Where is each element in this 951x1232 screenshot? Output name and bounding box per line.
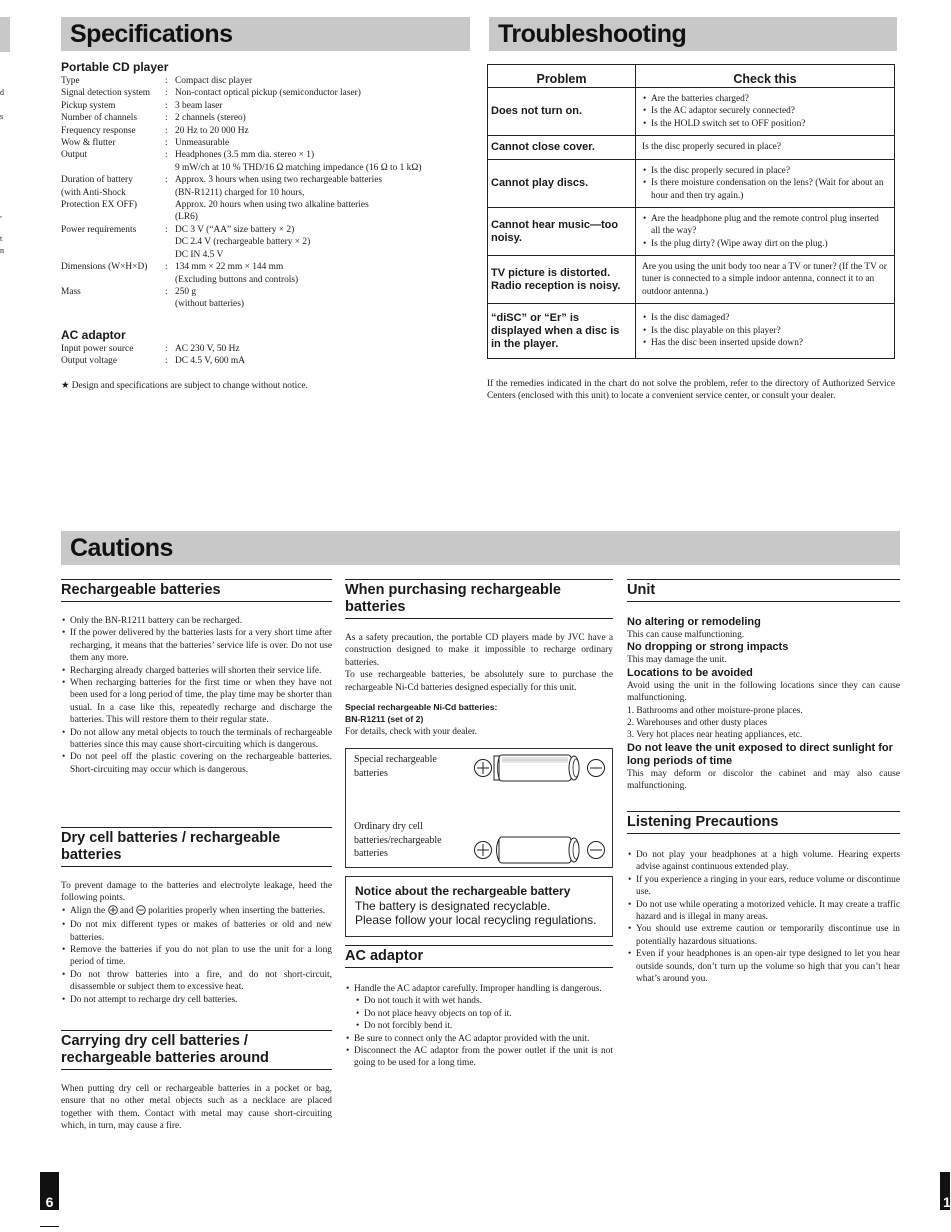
list-item: • If the power delivered by the batteries lasts for a very short time after recharging, it means that the batteries’ service life is over. Do not use them any more. bbox=[61, 627, 332, 664]
spec-label: Signal detection system bbox=[61, 88, 151, 99]
spec-row bbox=[61, 236, 471, 248]
location-item: 1. Bathrooms and other moisture-prone places. bbox=[627, 705, 803, 716]
check-cell bbox=[636, 304, 895, 359]
list-item: • If you experience a ringing in your ears, reduce volume or discontinue use. bbox=[627, 874, 900, 899]
cautions-banner bbox=[61, 531, 900, 565]
spec-label: Frequency response bbox=[61, 125, 136, 136]
unit-heading-sunlight: Do not leave the unit exposed to direct sunlight for long periods of time bbox=[627, 741, 893, 767]
special-battery-caption: Special rechargeable batteries bbox=[354, 754, 437, 779]
ordinary-battery-caption: Ordinary dry cell batteries/rechargeable batteries bbox=[354, 821, 442, 859]
spec-value: DC 3 V (“AA” size battery × 2) bbox=[175, 224, 295, 235]
problem-column-header: Problem bbox=[488, 65, 636, 88]
spec-row bbox=[61, 112, 471, 124]
spec-value: DC 4.5 V, 600 mA bbox=[175, 356, 245, 367]
spec-row bbox=[61, 261, 471, 273]
spec-colon: : bbox=[165, 88, 168, 99]
spec-label: Power requirements bbox=[61, 224, 137, 235]
spec-value: (BN-R1211) charged for 10 hours, bbox=[175, 187, 305, 198]
purchasing-block bbox=[345, 632, 613, 738]
unit-heading-dropping: No dropping or strong impacts bbox=[627, 641, 789, 654]
check-cell bbox=[636, 88, 895, 136]
table-row bbox=[488, 160, 895, 208]
spec-label bbox=[61, 249, 165, 261]
check-cell: Are you using the unit body too near a TV or tuner? (If the TV or tuner is connected to a simple indoor antenna, connect it to an outdoor antenna.) bbox=[636, 256, 895, 304]
specifications-banner bbox=[61, 17, 470, 51]
spec-colon bbox=[165, 187, 175, 199]
spec-row bbox=[61, 125, 471, 137]
spec-value: Headphones (3.5 mm dia. stereo × 1) bbox=[175, 150, 315, 161]
spec-colon: : bbox=[165, 125, 168, 136]
purchasing-title: When purchasing rechargeable batteries bbox=[345, 579, 613, 619]
check-item: • Is the plug dirty? (Wipe away dirt on the plug.) bbox=[642, 238, 888, 250]
dry-cell-title: Dry cell batteries / rechargeable batteries bbox=[61, 827, 332, 867]
spec-row bbox=[61, 249, 471, 261]
check-item: • Has the disc been inserted upside down? bbox=[642, 337, 888, 349]
sub-list-item: • Do not place heavy objects on top of it. bbox=[345, 1008, 613, 1020]
table-row bbox=[488, 256, 895, 304]
spec-colon: : bbox=[165, 113, 168, 124]
recycle-notice-box bbox=[345, 876, 613, 937]
notice-title: Notice about the rechargeable battery bbox=[355, 884, 571, 898]
spec-row bbox=[61, 343, 471, 355]
minus-polarity-icon bbox=[136, 905, 146, 919]
spec-colon bbox=[165, 236, 175, 248]
check-item: • Is the disc damaged? bbox=[642, 312, 888, 324]
problem-cell: Cannot hear music—too noisy. bbox=[488, 208, 636, 256]
spec-label: Mass bbox=[61, 286, 81, 297]
spec-value: (without batteries) bbox=[175, 299, 244, 310]
unit-text-altering: This can cause malfunctioning. bbox=[627, 630, 745, 640]
spec-label bbox=[61, 162, 165, 174]
ac-adaptor-block bbox=[345, 983, 613, 1070]
spec-colon: : bbox=[165, 262, 168, 273]
spec-row bbox=[61, 149, 471, 161]
spec-label bbox=[61, 236, 165, 248]
special-battery-icon bbox=[472, 751, 608, 785]
edge-mark: t bbox=[0, 234, 3, 243]
edge-mark: s bbox=[0, 112, 4, 121]
spec-colon bbox=[165, 298, 175, 310]
table-row bbox=[488, 208, 895, 256]
spec-value: Compact disc player bbox=[175, 76, 253, 86]
purchasing-p1: As a safety precaution, the portable CD players made by JVC have a construction designed to make it impossible to recharge ordinary batteries. bbox=[345, 633, 613, 668]
purchasing-p2: To use rechargeable batteries, be absolutely sure to purchase the rechargeable Ni-Cd batteries designed especially for this unit. bbox=[345, 670, 613, 693]
unit-heading-locations: Locations to be avoided bbox=[627, 666, 753, 679]
list-item: • When recharging batteries for the first time or when they have not been used for a long period of time, the play time may be shorter than usual. In a case like this, repeatedly recharge and discharge the batteries. This will restore them to their regular state. bbox=[61, 677, 332, 727]
list-item: • Handle the AC adaptor carefully. Improper handling is dangerous. bbox=[345, 983, 613, 995]
ac-adaptor-spec-title: AC adaptor bbox=[61, 327, 126, 342]
spec-label: (with Anti-Shock bbox=[61, 187, 126, 198]
troubleshooting-heading: Troubleshooting bbox=[498, 20, 687, 48]
check-item: • Are the headphone plug and the remote control plug inserted all the way? bbox=[642, 213, 888, 238]
spec-colon bbox=[165, 249, 175, 261]
spec-label: Input power source bbox=[61, 343, 134, 354]
unit-text-sunlight: This may deform or discolor the cabinet and may also cause malfunctioning. bbox=[627, 768, 900, 792]
spec-row bbox=[61, 355, 471, 367]
spec-colon bbox=[165, 274, 175, 286]
check-cell bbox=[636, 160, 895, 208]
table-row bbox=[488, 88, 895, 136]
list-item: • Do not throw batteries into a fire, and do not short-circuit, disassemble or subject them to excessive heat. bbox=[61, 969, 332, 994]
notice-line2: Please follow your local recycling regulations. bbox=[355, 913, 597, 927]
ac-spec-table bbox=[61, 343, 471, 368]
check-column-header: Check this bbox=[636, 65, 895, 88]
spec-row bbox=[61, 75, 471, 87]
align-text-and: and bbox=[119, 905, 134, 916]
check-item: • Is the HOLD switch set to OFF position? bbox=[642, 118, 888, 130]
spec-label: Number of channels bbox=[61, 113, 138, 124]
spec-value: Unmeasurable bbox=[175, 138, 230, 149]
align-text-post: polarities properly when inserting the batteries. bbox=[148, 905, 326, 916]
spec-label bbox=[61, 298, 165, 310]
sub-list-item: • Do not touch it with wet hands. bbox=[345, 995, 613, 1007]
list-item: • Do not mix different types or makes of batteries or old and new batteries. bbox=[61, 919, 332, 944]
spec-label bbox=[61, 274, 165, 286]
check-cell: Is the disc properly secured in place? bbox=[636, 136, 895, 160]
spec-label bbox=[61, 211, 165, 223]
next-page-number: 1 bbox=[940, 1172, 950, 1210]
spec-value: Approx. 3 hours when using two rechargeable batteries bbox=[175, 175, 383, 186]
spec-colon: : bbox=[165, 343, 168, 354]
cd-player-title: Portable CD player bbox=[61, 60, 169, 74]
spec-colon bbox=[165, 162, 175, 174]
location-item: 2. Warehouses and other dusty places bbox=[627, 718, 768, 729]
spec-value: 3 beam laser bbox=[175, 100, 223, 111]
check-item: • Is the disc playable on this player? bbox=[642, 325, 888, 337]
page-number: 6 bbox=[40, 1172, 59, 1210]
spec-label: Output bbox=[61, 150, 88, 161]
carrying-title: Carrying dry cell batteries / rechargeable batteries around bbox=[61, 1030, 332, 1070]
spec-label: Wow & flutter bbox=[61, 138, 116, 149]
spec-value: 250 g bbox=[175, 286, 197, 297]
sub-list-item: • Do not forcibly bend it. bbox=[345, 1020, 613, 1032]
spec-row bbox=[61, 211, 471, 223]
spec-row bbox=[61, 137, 471, 149]
spec-label: Output voltage bbox=[61, 356, 117, 367]
spec-label: Dimensions (W×H×D) bbox=[61, 262, 148, 273]
spec-row bbox=[61, 162, 471, 174]
unit-text-dropping: This may damage the unit. bbox=[627, 655, 727, 666]
unit-title: Unit bbox=[627, 579, 900, 602]
spec-value: (LR6) bbox=[175, 212, 198, 223]
spec-value: 20 Hz to 20 000 Hz bbox=[175, 125, 249, 136]
specifications-heading: Specifications bbox=[70, 20, 233, 48]
spec-row bbox=[61, 187, 471, 199]
troubleshooting-banner bbox=[489, 17, 897, 51]
troubleshooting-table bbox=[487, 64, 895, 359]
special-battery-label: Special rechargeable Ni-Cd batteries: bbox=[345, 702, 498, 713]
spec-colon: : bbox=[165, 150, 168, 161]
check-item: • Is there moisture condensation on the lens? (Wait for about an hour and then try again.) bbox=[642, 177, 888, 202]
spec-label: Protection EX OFF) bbox=[61, 200, 138, 211]
problem-cell: Cannot play discs. bbox=[488, 160, 636, 208]
listening-title: Listening Precautions bbox=[627, 811, 900, 834]
list-item: • Recharging already charged batteries will shorten their service life. bbox=[61, 665, 332, 677]
list-item: • Even if your headphones is an open-air type designed to let you hear outside sounds, don’t turn up the volume so high that you can’t hear what’s around you. bbox=[627, 948, 900, 985]
spec-label: Pickup system bbox=[61, 100, 116, 111]
list-item: • Do not use while operating a motorized vehicle. It may create a traffic hazard and is illegal in many areas. bbox=[627, 899, 900, 924]
plus-polarity-icon bbox=[108, 905, 118, 919]
listening-list bbox=[627, 849, 900, 985]
unit-block bbox=[627, 616, 900, 793]
check-item: • Is the AC adaptor securely connected? bbox=[642, 105, 888, 117]
spec-colon: : bbox=[165, 138, 168, 149]
list-item: • You should use extreme caution or temporarily discontinue use in potentially hazardous situations. bbox=[627, 923, 900, 948]
table-row bbox=[488, 136, 895, 160]
list-item: • Only the BN-R1211 battery can be recharged. bbox=[61, 615, 332, 627]
spec-value: 9 mW/ch at 10 % THD/16 Ω matching impedance (16 Ω to 1 kΩ) bbox=[175, 162, 422, 173]
rechargeable-batteries-title: Rechargeable batteries bbox=[61, 579, 332, 602]
specifications-block bbox=[61, 60, 471, 392]
battery-comparison-figure bbox=[345, 748, 613, 868]
rechargeable-list bbox=[61, 615, 332, 776]
ordinary-battery-icon bbox=[472, 833, 608, 867]
problem-cell: Does not turn on. bbox=[488, 88, 636, 136]
edge-mark: d bbox=[0, 88, 4, 97]
spec-value: AC 230 V, 50 Hz bbox=[175, 343, 240, 354]
align-text-pre: Align the bbox=[70, 905, 106, 916]
special-battery-model: BN-R1211 (set of 2) bbox=[345, 714, 424, 725]
list-item: • Do not attempt to recharge dry cell batteries. bbox=[61, 994, 332, 1006]
spec-row bbox=[61, 199, 471, 211]
spec-value: 2 channels (stereo) bbox=[175, 113, 246, 124]
spec-colon: : bbox=[165, 76, 168, 86]
spec-value: Approx. 20 hours when using two alkaline batteries bbox=[175, 200, 369, 211]
previous-page-banner-edge bbox=[0, 17, 10, 52]
spec-value: 134 mm × 22 mm × 144 mm bbox=[175, 262, 284, 273]
problem-cell: Cannot close cover. bbox=[488, 136, 636, 160]
spec-row bbox=[61, 174, 471, 186]
spec-value: Non-contact optical pickup (semiconductor laser) bbox=[175, 88, 361, 99]
list-item: • Be sure to connect only the AC adaptor provided with the unit. bbox=[345, 1033, 613, 1045]
spec-colon: : bbox=[165, 286, 168, 297]
edge-mark: , bbox=[0, 210, 2, 219]
unit-heading-altering: No altering or remodeling bbox=[627, 616, 761, 628]
check-cell bbox=[636, 208, 895, 256]
dry-cell-block bbox=[61, 880, 332, 1006]
spec-colon bbox=[165, 199, 175, 211]
spec-colon bbox=[165, 211, 175, 223]
spec-value: DC IN 4.5 V bbox=[175, 249, 224, 260]
page-number-rule bbox=[40, 1226, 59, 1227]
problem-cell: TV picture is distorted. Radio reception is noisy. bbox=[488, 256, 636, 304]
edge-mark: n bbox=[0, 246, 4, 255]
spec-colon: : bbox=[165, 100, 168, 111]
purchasing-details: For details, check with your dealer. bbox=[345, 726, 477, 737]
spec-value: DC 2.4 V (rechargeable battery × 2) bbox=[175, 237, 311, 248]
carrying-text: When putting dry cell or rechargeable batteries in a pocket or bag, ensure that no other metal objects such as a necklace are placed together with them. Contact with metal may cause short-circuiting which, in turn, may cause a fire. bbox=[61, 1084, 332, 1132]
list-item: • Do not allow any metal objects to touch the terminals of rechargeable batteries since this may cause short-circuiting which is dangerous. bbox=[61, 727, 332, 752]
spec-note: ★ Design and specifications are subject to change without notice. bbox=[61, 380, 308, 391]
table-row bbox=[488, 304, 895, 359]
ac-adaptor-title: AC adaptor bbox=[345, 945, 613, 968]
troubleshooting-footer: If the remedies indicated in the chart do not solve the problem, refer to the directory of Authorized Service Centers (enclosed with this unit) to locate a convenient service center, or consult your dealer. bbox=[487, 379, 895, 402]
spec-colon: : bbox=[165, 224, 168, 235]
spec-colon: : bbox=[165, 356, 168, 367]
notice-line1: The battery is designated recyclable. bbox=[355, 898, 551, 913]
cautions-heading: Cautions bbox=[70, 534, 173, 562]
location-item: 3. Very hot places near heating appliances, etc. bbox=[627, 730, 803, 741]
check-item: • Is the disc properly secured in place? bbox=[642, 165, 888, 177]
spec-label: Type bbox=[61, 76, 80, 86]
list-item bbox=[61, 905, 332, 919]
list-item: • Do not play your headphones at a high volume. Hearing experts advise against continuous extended play. bbox=[627, 849, 900, 874]
spec-row bbox=[61, 286, 471, 298]
spec-row bbox=[61, 100, 471, 112]
check-item: • Are the batteries charged? bbox=[642, 93, 888, 105]
spec-row bbox=[61, 224, 471, 236]
problem-cell: “diSC” or “Er” is displayed when a disc is in the player. bbox=[488, 304, 636, 359]
unit-text-locations: Avoid using the unit in the following locations since they can cause malfunctioning. bbox=[627, 680, 900, 704]
list-item: • Remove the batteries if you do not plan to use the unit for a long period of time. bbox=[61, 944, 332, 969]
list-item: • Do not peel off the plastic covering on the rechargeable batteries. Short-circuiting may occur which is dangerous. bbox=[61, 751, 332, 776]
spec-value: (Excluding buttons and controls) bbox=[175, 274, 299, 285]
spec-colon: : bbox=[165, 175, 168, 186]
spec-table bbox=[61, 75, 471, 311]
list-item: • Disconnect the AC adaptor from the power outlet if the unit is not going to be used for a long time. bbox=[345, 1045, 613, 1070]
spec-row bbox=[61, 298, 471, 310]
dry-cell-intro: To prevent damage to the batteries and electrolyte leakage, heed the following points. bbox=[61, 881, 332, 904]
spec-row bbox=[61, 274, 471, 286]
spec-label: Duration of battery bbox=[61, 175, 133, 186]
spec-row bbox=[61, 87, 471, 99]
